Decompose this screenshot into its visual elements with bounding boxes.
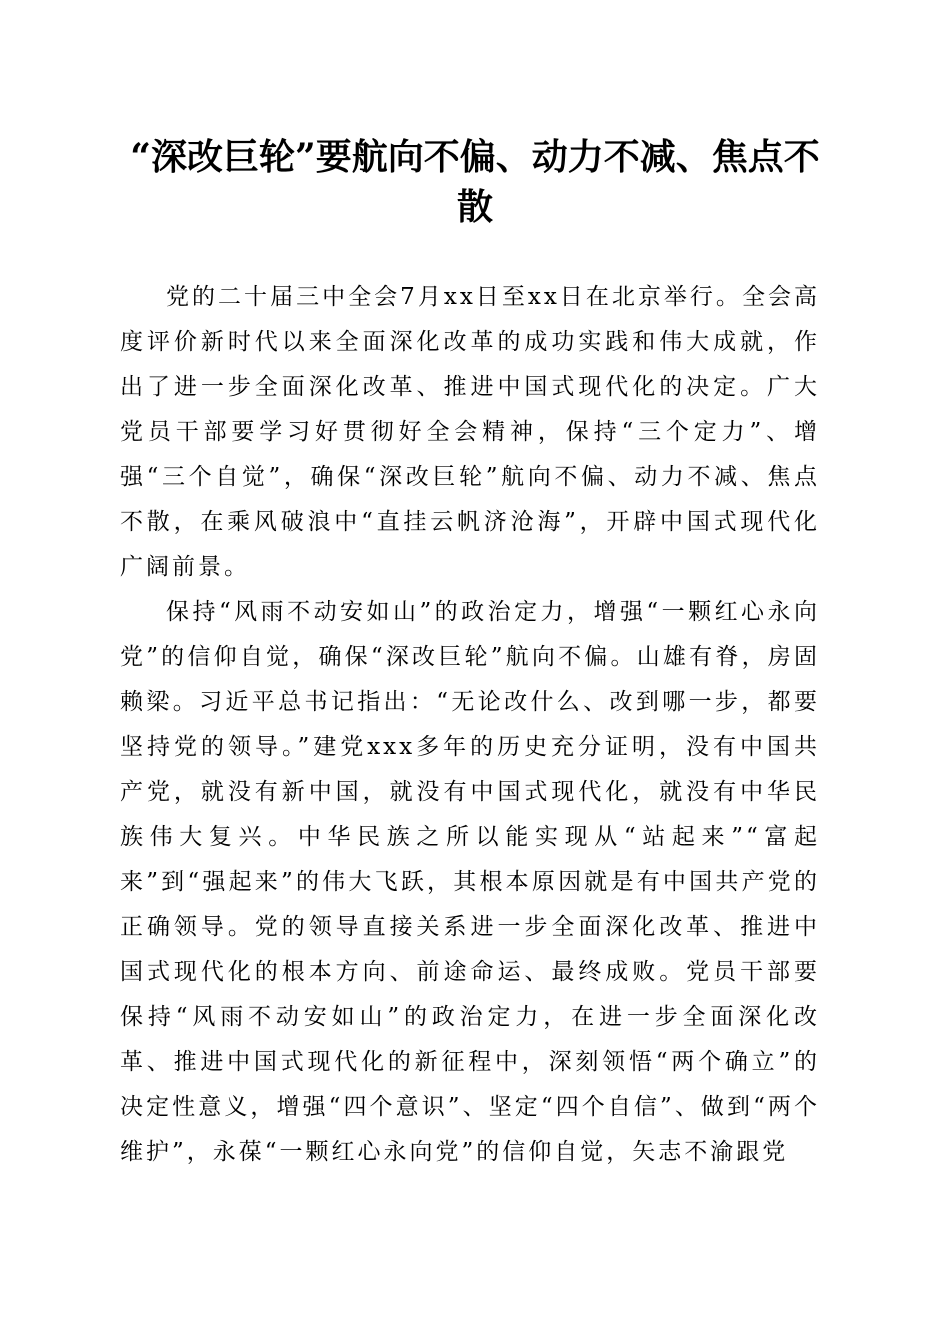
paragraph-1: 党的二十届三中全会7月xx日至xx日在北京举行。全会高度评价新时代以来全面深化改革的成功实践和伟大成就，作出了进一步全面深化改革、推进中国式现代化的决定。广大党员干部要学习好贯彻好全会精神，保持“三个定力”、增强“三个自觉”，确保“深改巨轮”航向不偏、动力不减、焦点不散，在乘风破浪中“直挂云帆济沧海”，开辟中国式现代化广阔前景。 xyxy=(120,284,820,580)
document-title: “深改巨轮”要航向不偏、动力不减、焦点不散 xyxy=(130,136,820,228)
document-body xyxy=(120,275,820,1175)
paragraph-2: 保持“风雨不动安如山”的政治定力，增强“一颗红心永向党”的信仰自觉，确保“深改巨轮”航向不偏。山雄有脊，房固赖梁。习近平总书记指出：“无论改什么、改到哪一步，都要坚持党的领导。”建党xxx多年的历史充分证明，没有中国共产党，就没有新中国，就没有中国式现代化，就没有中华民族伟大复兴。中华民族之所以能实现从“站起来”“富起来”到“强起来”的伟大飞跃，其根本原因就是有中国共产党的正确领导。党的领导直接关系进一步全面深化改革、推进中国式现代化的根本方向、前途命运、最终成败。党员干部要保持“风雨不动安如山”的政治定力，在进一步全面深化改革、推进中国式现代化的新征程中，深刻领悟“两个确立”的决定性意义，增强“四个意识”、坚定“四个自信”、做到“两个维护”，永葆“一颗红心永向党”的信仰自觉，矢志不渝跟党 xyxy=(120,599,820,1165)
